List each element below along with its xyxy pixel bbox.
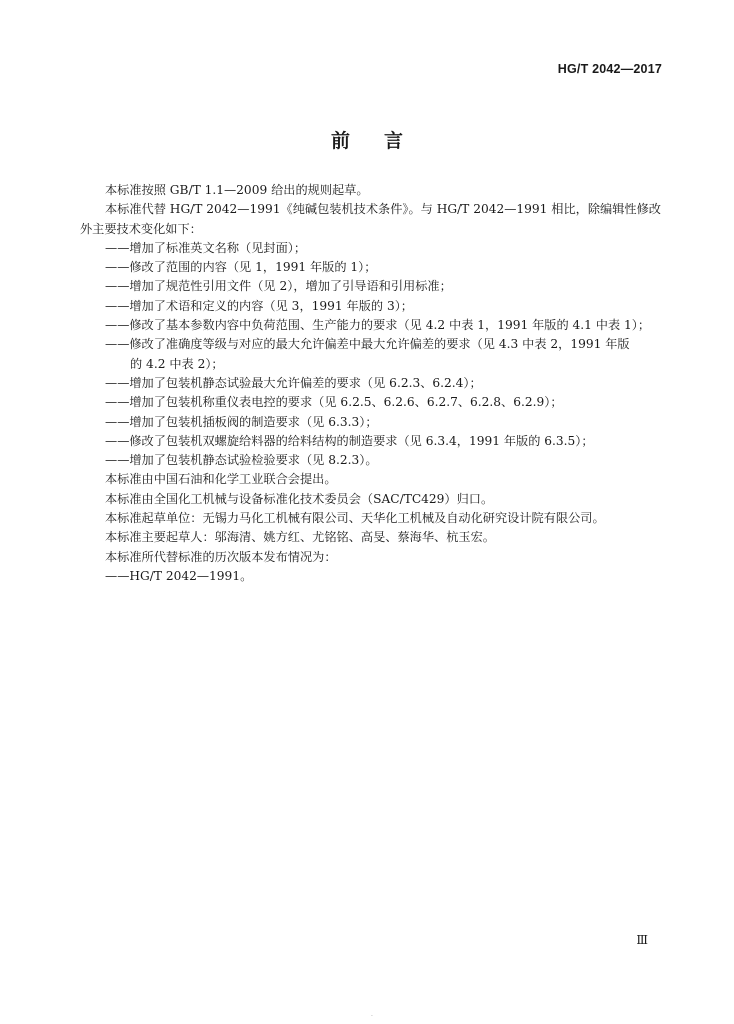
change-item: ——增加了术语和定义的内容（见 3，1991 年版的 3）； <box>105 298 413 313</box>
foreword-body <box>80 181 662 586</box>
page-title: 前言 <box>330 130 437 152</box>
change-item: ——增加了包装机静态试验检验要求（见 8.2.3）。 <box>105 453 378 468</box>
change-item-continuation: 的 4.2 中表 2）； <box>130 356 224 371</box>
change-item: ——修改了范围的内容（见 1，1991 年版的 1）； <box>105 260 377 275</box>
change-item: ——增加了规范性引用文件（见 2），增加了引导语和引用标准； <box>105 279 452 294</box>
paragraph-committee: 本标准由全国化工机械与设备标准化技术委员会（SAC/TC429）归口。 <box>105 491 494 506</box>
change-item: ——增加了包装机静态试验最大允许偏差的要求（见 6.2.3、6.2.4）； <box>105 375 482 390</box>
change-item: ——增加了标准英文名称（见封面）； <box>105 240 307 255</box>
change-item <box>80 335 662 374</box>
paragraph-replacement: 本标准代替 HG/T 2042—1991《纯碱包装机技术条件》。与 HG/T 2042—1991 相比，除编辑性修改外主要技术变化如下： <box>80 202 661 236</box>
change-item: ——增加了包装机插板阀的制造要求（见 6.3.3）； <box>105 414 378 429</box>
paragraph-drafting-rules: 本标准按照 GB/T 1.1—2009 给出的规则起草。 <box>105 183 369 197</box>
scan-speck: · <box>371 1013 373 1020</box>
page-number: Ⅲ <box>636 933 648 947</box>
standard-code: HG/T 2042—2017 <box>557 62 662 76</box>
paragraph-drafters: 本标准主要起草人：邬海清、姚方红、尤铭铭、高旻、蔡海华、杭玉宏。 <box>105 530 495 545</box>
history-item: ——HG/T 2042—1991。 <box>105 568 253 583</box>
paragraph-drafting-units: 本标准起草单位：无锡力马化工机械有限公司、天华化工机械及自动化研究设计院有限公司。 <box>105 511 605 526</box>
paragraph-proposer: 本标准由中国石油和化学工业联合会提出。 <box>105 472 337 487</box>
change-item: ——增加了包装机称重仪表电控的要求（见 6.2.5、6.2.6、6.2.7、6.2.8、6.2.9）； <box>105 395 563 410</box>
paragraph-history-intro: 本标准所代替标准的历次版本发布情况为： <box>105 549 337 564</box>
change-item: ——修改了包装机双螺旋给料器的给料结构的制造要求（见 6.3.4，1991 年版的 6.3.5）； <box>105 433 594 448</box>
change-item-line: ——修改了准确度等级与对应的最大允许偏差中最大允许偏差的要求（见 4.3 中表 2，1991 年版 <box>105 337 630 352</box>
change-item: ——修改了基本参数内容中负荷范围、生产能力的要求（见 4.2 中表 1，1991 年版的 4.1 中表 1）； <box>105 318 651 333</box>
